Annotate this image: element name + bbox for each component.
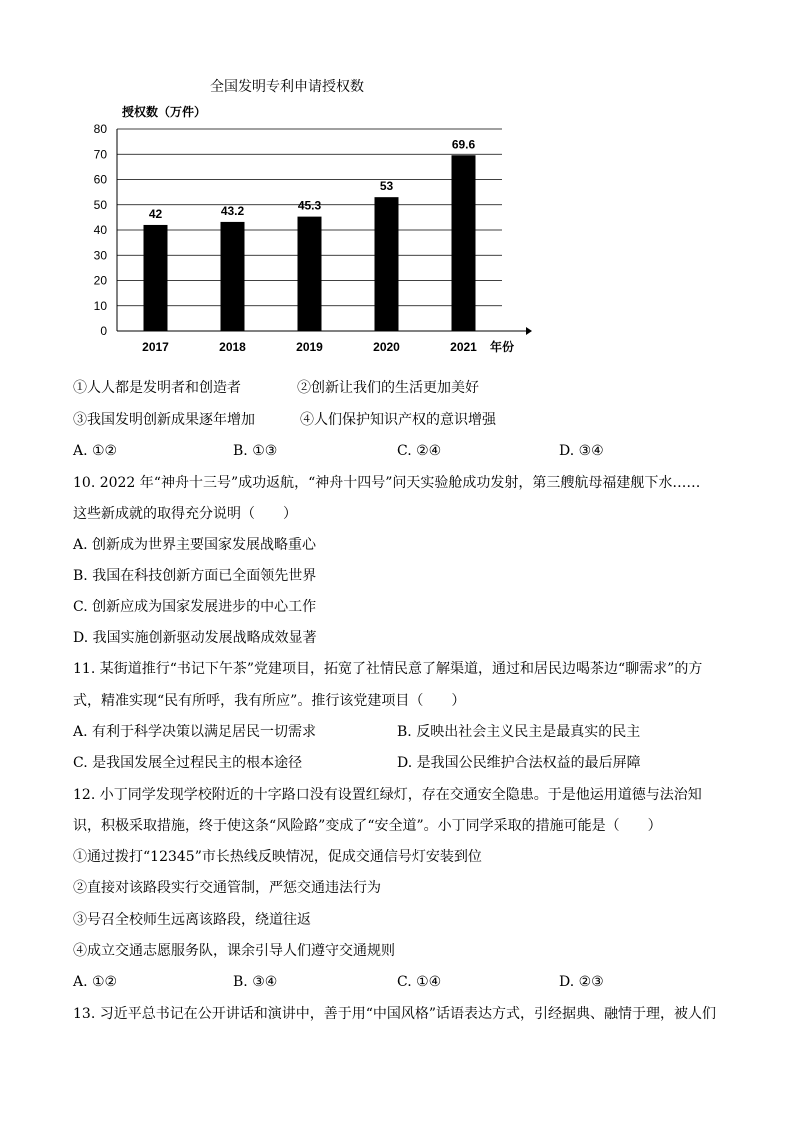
y-tick-label: 30 <box>93 248 107 263</box>
q9-option-c[interactable]: C. ②④ <box>397 443 442 459</box>
q11-stem-line-1: 11. 某街道推行“书记下午茶”党建项目，拓宽了社情民意了解渠道，通过和居民边喝茶边“聊需求”的方 <box>73 661 703 677</box>
q10-option-a[interactable]: A. 创新成为世界主要国家发展战略重心 <box>73 537 317 553</box>
data-label: 43.2 <box>220 203 245 218</box>
x-tick-label: 2019 <box>296 340 323 354</box>
y-tick-labels <box>94 122 108 338</box>
q10-option-c[interactable]: C. 创新应成为国家发展进步的中心工作 <box>73 599 317 615</box>
q10-option-d[interactable]: D. 我国实施创新驱动发展战略成效显著 <box>73 630 317 646</box>
y-tick-label: 70 <box>93 147 107 162</box>
x-tick-label: 2018 <box>219 340 246 354</box>
data-label: 42 <box>148 206 163 221</box>
bars <box>142 137 477 354</box>
x-axis-label: 年份 <box>490 340 515 354</box>
x-tick-label: 2017 <box>142 340 169 354</box>
q9-statement-4: ④人们保护知识产权的意识增强 <box>300 412 496 428</box>
data-label: 69.6 <box>451 137 476 152</box>
y-tick-label: 40 <box>93 223 107 237</box>
chart-title: 全国发明专利申请授权数 <box>210 78 364 94</box>
q9-option-b[interactable]: B. ①③ <box>233 443 278 459</box>
bar <box>375 197 399 331</box>
y-tick-label: 20 <box>93 273 107 288</box>
y-tick-label: 80 <box>93 122 107 136</box>
bar <box>298 217 322 331</box>
q12-statement-2: ②直接对该路段实行交通管制，严惩交通违法行为 <box>73 880 381 896</box>
q12-option-a[interactable]: A. ①② <box>73 974 118 990</box>
bar <box>144 225 168 331</box>
q12-stem-line-2: 识，积极采取措施，终于使这条“风险路”变成了“安全道”。小丁同学采取的措施可能是（ ） <box>73 818 662 834</box>
q10-stem-line-2: 这些新成就的取得充分说明（ ） <box>73 506 297 522</box>
q13-stem-line-1: 13. 习近平总书记在公开讲话和演讲中，善于用“中国风格”话语表达方式，引经据典、融情于理，被人们 <box>73 1006 717 1022</box>
q9-statement-3: ③我国发明创新成果逐年增加 <box>73 412 255 428</box>
bar <box>452 155 476 331</box>
y-axis-label: 授权数（万件） <box>122 105 207 119</box>
q12-statement-1: ①通过拨打“12345”市长热线反映情况，促成交通信号灯安装到位 <box>73 849 482 865</box>
q11-option-b[interactable]: B. 反映出社会主义民主是最真实的民主 <box>397 724 641 740</box>
q9-statement-1: ①人人都是发明者和创造者 <box>73 380 241 396</box>
y-tick-label: 60 <box>93 172 107 187</box>
q9-statement-2: ②创新让我们的生活更加美好 <box>297 380 479 396</box>
bar <box>221 222 245 331</box>
q11-option-d[interactable]: D. 是我国公民维护合法权益的最后屏障 <box>397 755 641 771</box>
x-tick-label: 2020 <box>373 340 400 354</box>
data-label: 45.3 <box>297 198 322 213</box>
q12-option-b[interactable]: B. ③④ <box>233 974 278 990</box>
y-tick-label: 0 <box>100 324 107 338</box>
y-tick-label: 50 <box>93 197 107 212</box>
q11-option-a[interactable]: A. 有利于科学决策以满足居民一切需求 <box>73 724 317 740</box>
q12-statement-4: ④成立交通志愿服务队，课余引导人们遵守交通规则 <box>73 943 395 959</box>
data-label: 53 <box>379 179 394 194</box>
q11-stem-line-2: 式，精准实现“民有所呼，我有所应”。推行该党建项目（ ） <box>73 693 466 709</box>
q10-stem-line-1: 10. 2022 年“神舟十三号”成功返航，“神舟十四号”问天实验舱成功发射，第三艘航母福建舰下水…… <box>73 475 701 491</box>
q9-option-d[interactable]: D. ③④ <box>559 443 604 459</box>
q12-stem-line-1: 12. 小丁同学发现学校附近的十字路口没有设置红绿灯，存在交通安全隐患。于是他运用道德与法治知 <box>73 787 702 803</box>
q11-option-c[interactable]: C. 是我国发展全过程民主的根本途径 <box>73 755 303 771</box>
q12-statement-3: ③号召全校师生远离该路段，绕道往返 <box>73 912 311 928</box>
x-axis-arrow-icon <box>526 327 532 335</box>
q9-option-a[interactable]: A. ①② <box>73 443 118 459</box>
y-tick-label: 10 <box>93 298 107 313</box>
x-tick-label: 2021 <box>450 340 477 354</box>
q12-option-c[interactable]: C. ①④ <box>397 974 442 990</box>
q10-option-b[interactable]: B. 我国在科技创新方面已全面领先世界 <box>73 568 317 584</box>
q12-option-d[interactable]: D. ②③ <box>559 974 604 990</box>
patent-bar-chart <box>60 70 560 370</box>
